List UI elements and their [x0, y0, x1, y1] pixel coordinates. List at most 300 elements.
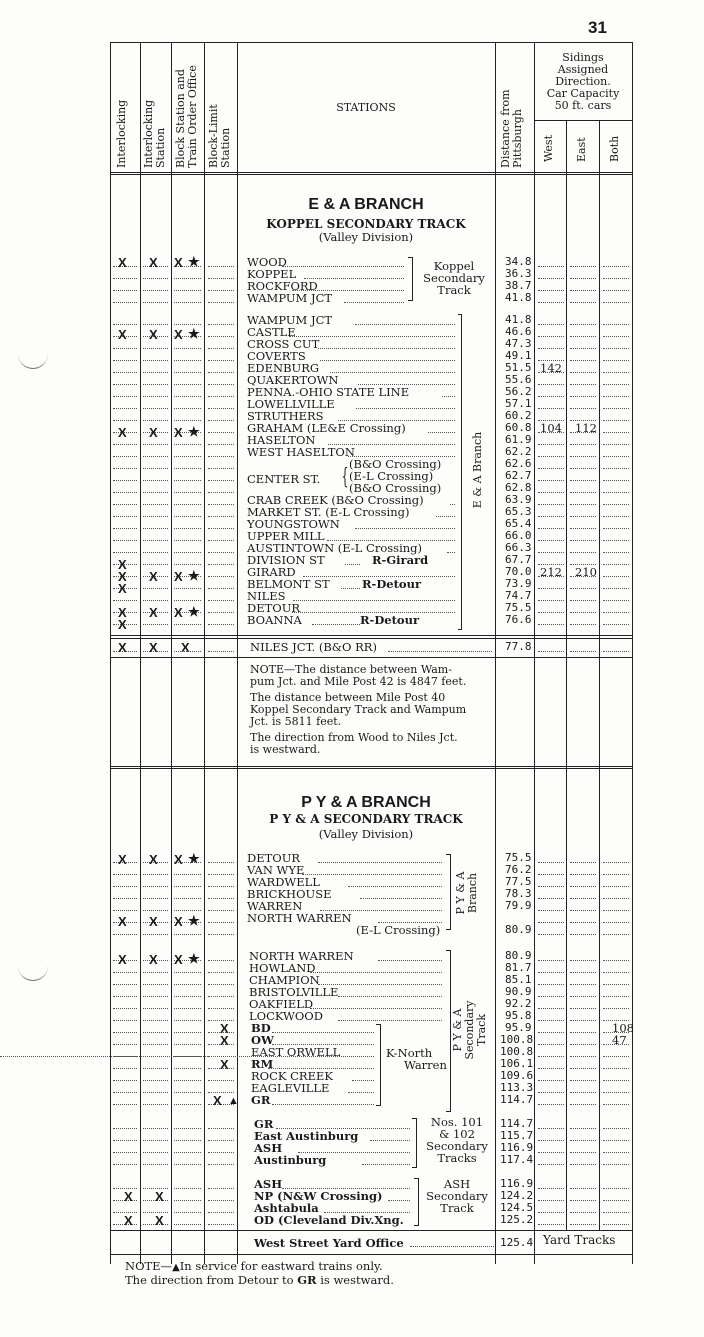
x-mark: X	[149, 327, 158, 342]
leader-dots	[143, 972, 168, 973]
leader-dots	[113, 600, 137, 601]
binder-hole	[18, 346, 48, 369]
sidings-sub-rule	[534, 120, 632, 121]
leader-dots	[113, 1032, 137, 1033]
leader-dots	[603, 492, 629, 493]
leader-dots	[320, 360, 455, 361]
distance-value: 70.0	[505, 565, 532, 578]
leader-dots	[603, 600, 629, 601]
station-name: EAST ORWELL	[251, 1045, 341, 1059]
station-name: HASELTON	[247, 433, 316, 447]
binder-hole	[18, 958, 48, 981]
leader-dots	[208, 1164, 234, 1165]
leader-dots	[174, 624, 201, 625]
leader-dots	[293, 600, 455, 601]
column-rule	[171, 42, 172, 1264]
station-name: Ashtabula	[254, 1201, 319, 1215]
leader-dots	[570, 348, 596, 349]
station-note: R-Girard	[372, 553, 429, 567]
leader-dots	[174, 278, 201, 279]
station-name: STRUTHERS	[247, 409, 324, 423]
distance-value: 63.9	[505, 493, 532, 506]
leader-dots	[603, 336, 629, 337]
leader-dots	[570, 432, 596, 433]
leader-dots	[570, 651, 596, 652]
leader-dots	[538, 886, 564, 887]
leader-dots	[208, 600, 234, 601]
leader-dots	[208, 934, 234, 935]
leader-dots	[538, 972, 564, 973]
leader-dots	[603, 302, 629, 303]
leader-dots	[603, 420, 629, 421]
leader-dots	[570, 612, 596, 613]
leader-dots	[208, 588, 234, 589]
distance-value: 113.3	[500, 1081, 534, 1094]
leader-dots	[174, 516, 201, 517]
leader-dots	[174, 984, 201, 985]
station-name: BRICKHOUSE	[247, 887, 332, 901]
leader-dots	[570, 886, 596, 887]
leader-dots	[603, 874, 629, 875]
distance-value: 41.8	[505, 291, 532, 304]
star-icon: ★	[188, 326, 200, 341]
leader-dots	[570, 1068, 596, 1069]
leader-dots	[272, 1104, 374, 1105]
leader-dots	[603, 290, 629, 291]
leader-dots	[143, 588, 168, 589]
ea-branch-title: E & A BRANCH	[308, 196, 424, 213]
distance-value: 73.9	[505, 577, 532, 590]
leader-dots	[570, 922, 596, 923]
station-name: RM	[251, 1057, 274, 1071]
leader-dots	[603, 444, 629, 445]
leader-dots	[143, 1032, 168, 1033]
x-mark: X	[118, 557, 127, 572]
leader-dots	[174, 651, 201, 652]
leader-dots	[143, 468, 168, 469]
x-mark: X	[118, 327, 127, 342]
leader-dots	[113, 278, 137, 279]
x-mark: X	[118, 569, 127, 584]
leader-dots	[143, 408, 168, 409]
leader-dots	[538, 874, 564, 875]
leader-dots	[603, 516, 629, 517]
station-name: LOWELLVILLE	[247, 397, 335, 411]
leader-dots	[603, 651, 629, 652]
leader-dots	[388, 651, 492, 652]
leader-dots	[341, 588, 360, 589]
distance-value: 77.8	[505, 640, 532, 653]
leader-dots	[113, 492, 137, 493]
leader-dots	[603, 1212, 629, 1213]
leader-dots	[538, 540, 564, 541]
leader-dots	[208, 564, 234, 565]
leader-dots	[143, 384, 168, 385]
leader-dots	[570, 468, 596, 469]
leader-dots	[436, 516, 455, 517]
koppel-track-label: Koppel Secondary Track	[423, 259, 485, 297]
leader-dots	[603, 1092, 629, 1093]
station-name: GIRARD	[247, 565, 296, 579]
leader-dots	[113, 528, 137, 529]
leader-dots	[208, 552, 234, 553]
leader-dots	[143, 372, 168, 373]
header-interlocking: Interlocking	[115, 99, 128, 168]
leader-dots	[143, 324, 168, 325]
leader-dots	[603, 552, 629, 553]
leader-dots	[143, 540, 168, 541]
station-name: DETOUR	[247, 851, 301, 865]
leader-dots	[113, 360, 137, 361]
leader-dots	[603, 1224, 629, 1225]
leader-dots	[208, 278, 234, 279]
leader-dots	[570, 972, 596, 973]
leader-dots	[174, 1044, 201, 1045]
leader-dots	[208, 1140, 234, 1141]
leader-dots	[174, 528, 201, 529]
leader-dots	[570, 1164, 596, 1165]
x-mark: X	[174, 255, 183, 270]
station-name: BELMONT ST	[247, 577, 330, 591]
leader-dots	[113, 651, 137, 652]
leader-dots	[208, 540, 234, 541]
station-name: EDENBURG	[247, 361, 320, 375]
leader-dots	[208, 360, 234, 361]
leader-dots	[310, 1008, 442, 1009]
leader-dots	[143, 1020, 168, 1021]
leader-dots	[603, 910, 629, 911]
section-rule	[110, 635, 632, 636]
leader-dots	[208, 910, 234, 911]
leader-dots	[603, 324, 629, 325]
x-mark: X	[124, 1213, 133, 1228]
leader-dots	[603, 1104, 629, 1105]
leader-dots	[174, 600, 201, 601]
column-rule	[599, 120, 600, 1230]
station-name: YOUNGSTOWN	[247, 517, 340, 531]
leader-dots	[603, 1128, 629, 1129]
leader-dots	[603, 886, 629, 887]
leader-dots	[208, 1224, 234, 1225]
station-name: (E-L Crossing)	[356, 923, 441, 937]
leader-dots	[208, 528, 234, 529]
brace	[414, 1178, 419, 1226]
leader-dots	[603, 564, 629, 565]
leader-dots	[174, 456, 201, 457]
section-rule	[110, 768, 632, 769]
leader-dots	[113, 1020, 137, 1021]
leader-dots	[603, 1068, 629, 1069]
distance-value: 106.1	[500, 1057, 534, 1070]
leader-dots	[208, 1200, 234, 1201]
leader-dots	[538, 1092, 564, 1093]
distance-value: 114.7	[500, 1093, 534, 1106]
leader-dots	[113, 1140, 137, 1141]
leader-dots	[174, 396, 201, 397]
leader-dots	[538, 492, 564, 493]
leader-dots	[113, 1008, 137, 1009]
leader-dots	[538, 1020, 564, 1021]
x-mark: X	[174, 327, 183, 342]
leader-dots	[570, 600, 596, 601]
leader-dots	[362, 1164, 410, 1165]
leader-dots	[174, 1068, 201, 1069]
leader-dots	[538, 552, 564, 553]
py-branch-title: P Y & A BRANCH	[301, 794, 431, 811]
yard-tracks-label: Yard Tracks	[543, 1233, 616, 1247]
leader-dots	[355, 324, 455, 325]
station-name: East Austinburg	[254, 1129, 359, 1143]
leader-dots	[143, 898, 168, 899]
ea-division: (Valley Division)	[318, 230, 414, 244]
station-name: AUSTINTOWN (E-L Crossing)	[247, 541, 423, 555]
leader-dots	[208, 348, 234, 349]
star-icon: ★	[188, 424, 200, 439]
leader-dots	[570, 290, 596, 291]
leader-dots	[282, 266, 404, 267]
leader-dots	[143, 504, 168, 505]
header-distance: Distance from Pittsburgh	[499, 89, 524, 168]
leader-dots	[174, 552, 201, 553]
leader-dots	[143, 1152, 168, 1153]
station-name: (B&O Crossing)	[349, 457, 442, 471]
station-name: CHAMPION	[249, 973, 320, 987]
leader-dots	[570, 1092, 596, 1093]
leader-dots	[208, 444, 234, 445]
leader-dots	[174, 444, 201, 445]
leader-dots	[143, 492, 168, 493]
leader-dots	[143, 290, 168, 291]
leader-dots	[143, 516, 168, 517]
station-name: LOCKWOOD	[249, 1009, 323, 1023]
table-border-left	[110, 42, 111, 1264]
leader-dots	[570, 360, 596, 361]
leader-dots	[208, 612, 234, 613]
leader-dots	[113, 408, 137, 409]
leader-dots	[570, 996, 596, 997]
distance-value: 85.1	[505, 973, 532, 986]
leader-dots	[208, 516, 234, 517]
leader-dots	[143, 396, 168, 397]
leader-dots	[410, 1246, 494, 1247]
leader-dots	[113, 984, 137, 985]
header-west: West	[542, 135, 555, 162]
nos-101-102-label: Nos. 101 & 102 Secondary Tracks	[426, 1115, 488, 1165]
leader-dots	[143, 1092, 168, 1093]
leader-dots	[143, 552, 168, 553]
x-mark: X	[118, 605, 127, 620]
x-mark: X	[174, 605, 183, 620]
distance-value: 78.3	[505, 887, 532, 900]
center-st-brace: {	[341, 465, 349, 490]
leader-dots	[352, 1080, 374, 1081]
leader-dots	[208, 384, 234, 385]
leader-dots	[603, 576, 629, 577]
leader-dots	[348, 886, 442, 887]
x-mark: X	[220, 1033, 229, 1048]
column-rule	[204, 42, 205, 1264]
leader-dots	[113, 420, 137, 421]
leader-dots	[302, 874, 442, 875]
leader-dots	[174, 504, 201, 505]
distance-value: 124.5	[500, 1201, 534, 1214]
leader-dots	[143, 420, 168, 421]
leader-dots	[603, 348, 629, 349]
header-block-station: Block Station and Train Order Office	[174, 65, 199, 168]
leader-dots	[603, 1152, 629, 1153]
star-icon: ★	[188, 604, 200, 619]
leader-dots	[174, 324, 201, 325]
yard-office-distance: 125.4	[500, 1236, 534, 1249]
leader-dots	[538, 408, 564, 409]
leader-dots	[113, 324, 137, 325]
leader-dots	[538, 1056, 564, 1057]
leader-dots	[538, 624, 564, 625]
leader-dots	[143, 528, 168, 529]
station-note: R-Detour	[360, 613, 420, 627]
leader-dots	[174, 408, 201, 409]
leader-dots	[570, 528, 596, 529]
leader-dots	[570, 910, 596, 911]
leader-dots	[603, 1188, 629, 1189]
distance-value: 109.6	[500, 1069, 534, 1082]
leader-dots	[143, 1008, 168, 1009]
leader-dots	[570, 384, 596, 385]
leader-dots	[174, 468, 201, 469]
distance-value: 60.2	[505, 409, 532, 422]
leader-dots	[143, 984, 168, 985]
section-rule	[110, 1230, 632, 1231]
distance-value: 117.4	[500, 1153, 534, 1166]
leader-dots	[143, 564, 168, 565]
distance-value: 66.3	[505, 541, 532, 554]
leader-dots	[603, 972, 629, 973]
leader-dots	[538, 612, 564, 613]
leader-dots	[113, 480, 137, 481]
leader-dots	[603, 360, 629, 361]
py-division: (Valley Division)	[318, 827, 414, 841]
header-east: East	[575, 137, 588, 162]
leader-dots	[570, 1140, 596, 1141]
leader-dots	[570, 408, 596, 409]
leader-dots	[603, 456, 629, 457]
leader-dots	[570, 874, 596, 875]
leader-dots	[603, 960, 629, 961]
leader-dots	[538, 588, 564, 589]
siding-west: 212	[540, 565, 562, 579]
distance-value: 36.3	[505, 267, 532, 280]
siding-west: 104	[540, 421, 562, 435]
leader-dots	[174, 360, 201, 361]
leader-dots	[538, 922, 564, 923]
leader-dots	[603, 384, 629, 385]
x-mark: X	[118, 640, 127, 655]
star-icon: ★	[188, 851, 200, 866]
leader-dots	[442, 396, 455, 397]
table-bottom-rule	[110, 1254, 632, 1255]
leader-dots	[143, 910, 168, 911]
leader-dots	[113, 1128, 137, 1129]
distance-value: 116.9	[500, 1177, 534, 1190]
siding-both: 47	[612, 1033, 627, 1047]
leader-dots	[538, 576, 564, 577]
station-name: NILES JCT. (B&O RR)	[250, 640, 377, 654]
leader-dots	[570, 1224, 596, 1225]
leader-dots	[113, 456, 137, 457]
leader-dots	[330, 372, 455, 373]
x-mark: X	[155, 1189, 164, 1204]
station-name: NP (N&W Crossing)	[254, 1189, 383, 1203]
leader-dots	[143, 1080, 168, 1081]
leader-dots	[174, 1200, 201, 1201]
leader-dots	[570, 960, 596, 961]
center-st-label: CENTER ST.	[247, 472, 321, 486]
station-name: WAMPUM JCT	[247, 291, 333, 305]
leader-dots	[174, 910, 201, 911]
distance-value: 75.5	[505, 601, 532, 614]
station-name: KOPPEL	[247, 267, 297, 281]
leader-dots	[538, 480, 564, 481]
leader-dots	[208, 1008, 234, 1009]
leader-dots	[208, 408, 234, 409]
leader-dots	[603, 468, 629, 469]
leader-dots	[538, 278, 564, 279]
leader-dots	[570, 336, 596, 337]
station-name: CASTLE	[247, 325, 296, 339]
station-name: DETOUR	[247, 601, 301, 615]
x-mark: X	[220, 1057, 229, 1072]
leader-dots	[310, 972, 442, 973]
leader-dots	[143, 360, 168, 361]
station-name: BOANNA	[247, 613, 302, 627]
page-number: 31	[588, 18, 607, 37]
station-name: OD (Cleveland Div.Xng.	[254, 1213, 404, 1227]
station-name: BRISTOLVILLE	[249, 985, 339, 999]
distance-value: 65.4	[505, 517, 532, 530]
leader-dots	[143, 996, 168, 997]
leader-dots	[208, 862, 234, 863]
leader-dots	[360, 898, 442, 899]
leader-dots	[113, 1104, 137, 1105]
station-name: (E-L Crossing)	[349, 469, 434, 483]
distance-value: 57.1	[505, 397, 532, 410]
leader-dots	[538, 468, 564, 469]
station-name: OAKFIELD	[249, 997, 314, 1011]
leader-dots	[174, 372, 201, 373]
x-mark: X	[118, 425, 127, 440]
station-name: EAGLEVILLE	[251, 1081, 330, 1095]
leader-dots	[143, 1104, 168, 1105]
leader-dots	[538, 302, 564, 303]
leader-dots	[174, 1224, 201, 1225]
distance-value: 125.2	[500, 1213, 534, 1226]
leader-dots	[113, 1056, 137, 1057]
leader-dots	[344, 302, 404, 303]
leader-dots	[570, 934, 596, 935]
station-name: GR	[251, 1093, 271, 1107]
leader-dots	[538, 651, 564, 652]
leader-dots	[113, 972, 137, 973]
header-block-limit: Block-Limit Station	[207, 104, 232, 168]
distance-value: 62.2	[505, 445, 532, 458]
leader-dots	[538, 996, 564, 997]
footer-note: NOTE—▲In service for eastward trains only. The direction from Detour to GR is westward.	[125, 1259, 394, 1287]
leader-dots	[174, 1152, 201, 1153]
leader-dots	[538, 1044, 564, 1045]
leader-dots	[603, 278, 629, 279]
brace	[412, 1118, 417, 1168]
leader-dots	[143, 1164, 168, 1165]
